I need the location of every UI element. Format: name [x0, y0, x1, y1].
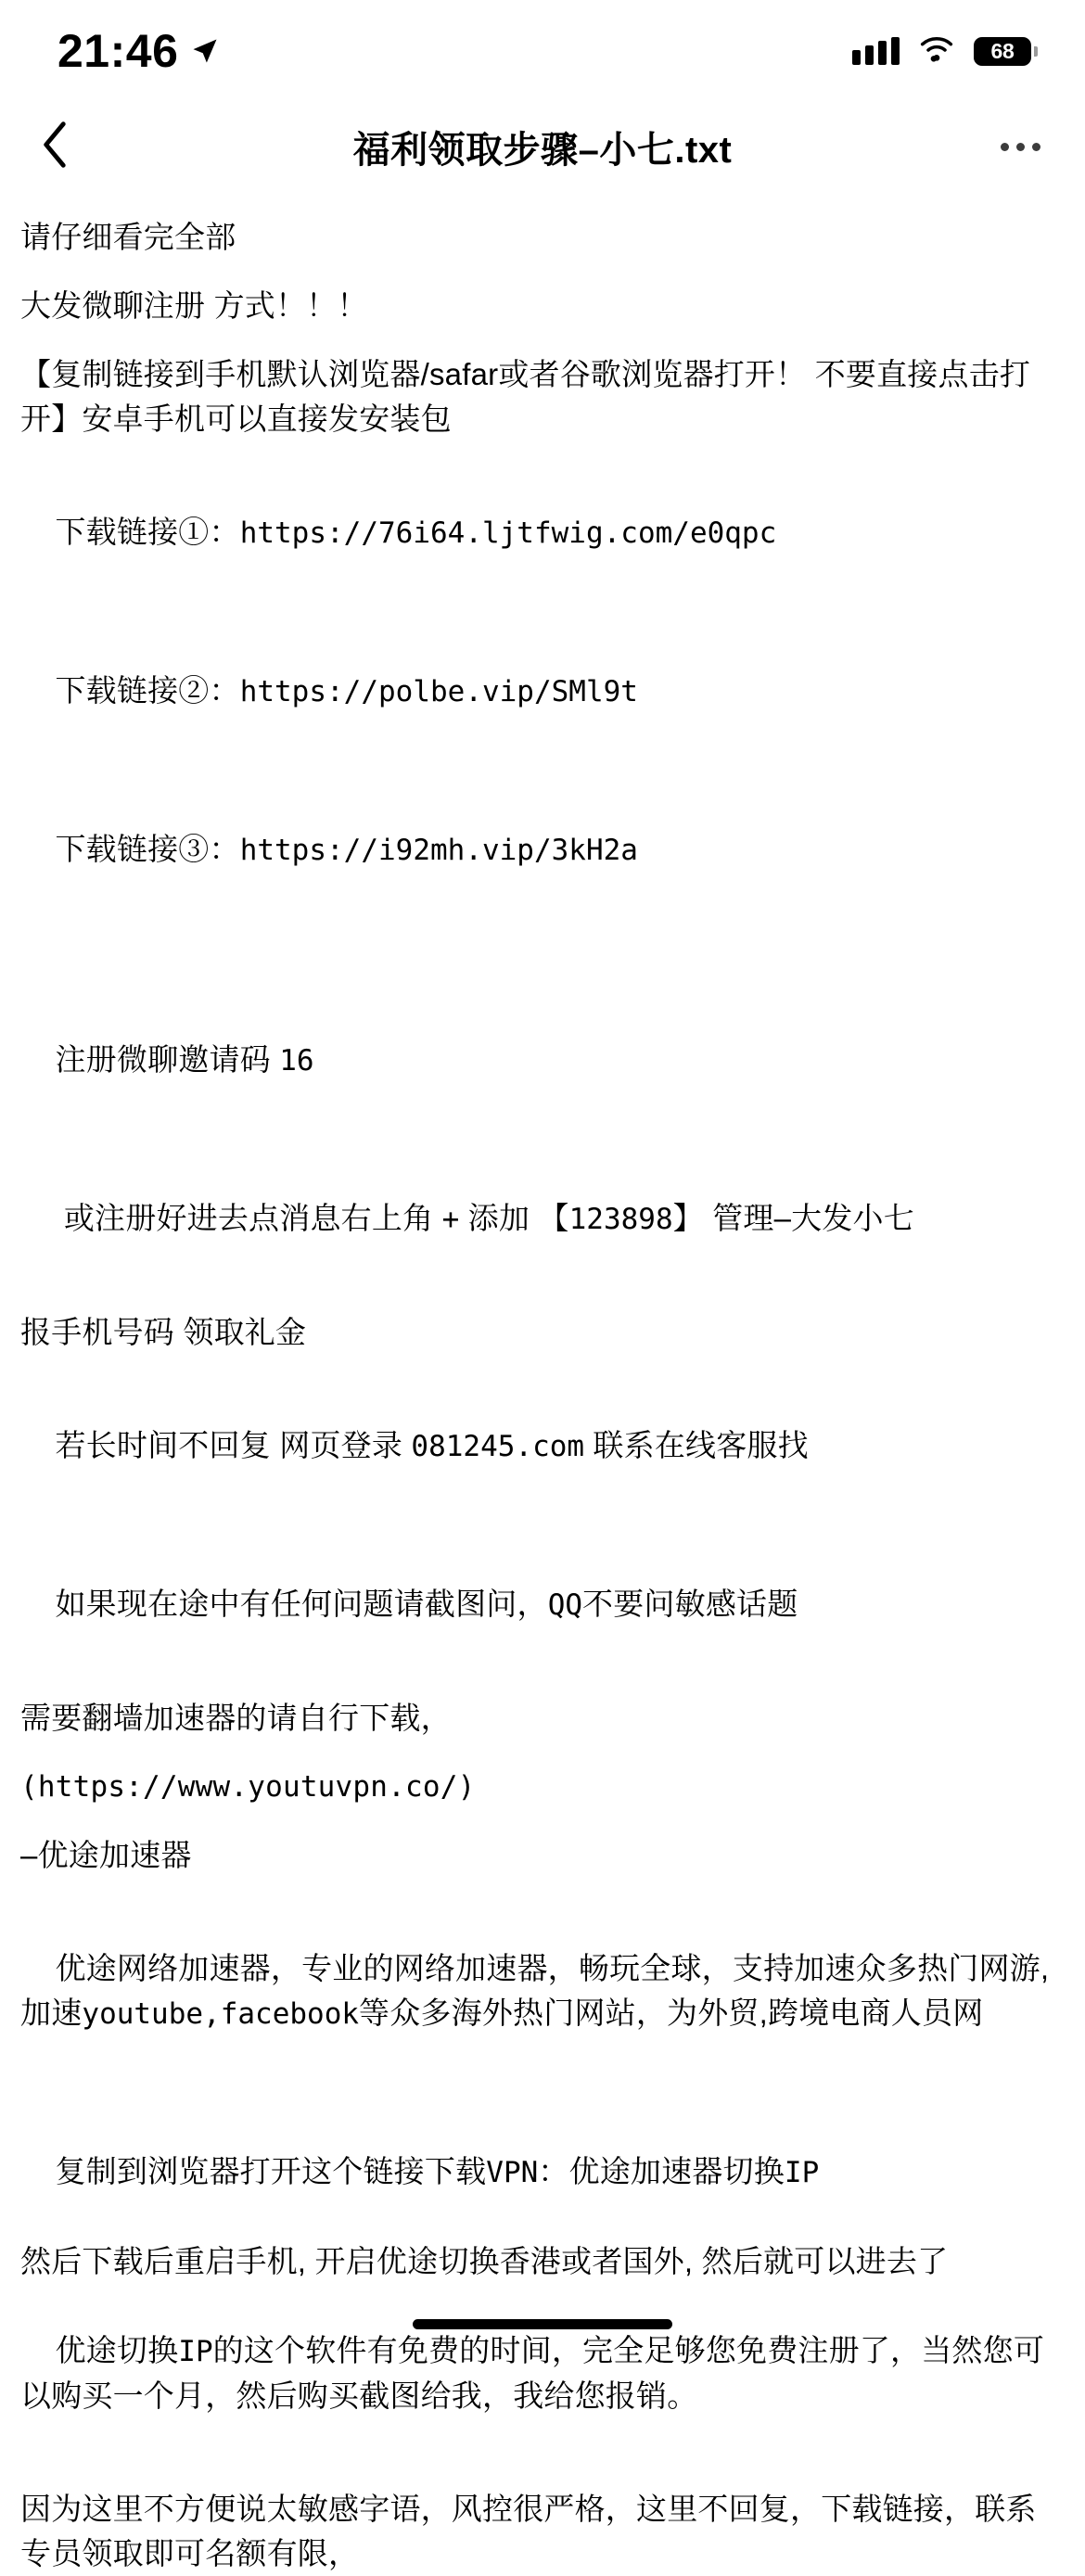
support-website[interactable]: 081245.com	[411, 1430, 585, 1463]
download-link-1-url[interactable]: https://76i64.ljtfwig.com/e0qpc	[239, 516, 777, 550]
vpn-download-line	[20, 2105, 1065, 2239]
support-text-a: 若长时间不回复 网页登录	[55, 1428, 412, 1462]
screenshot-note-a: 如果现在途中有任何问题请截图问，	[55, 1587, 548, 1621]
doc-line: 【复制链接到手机默认浏览器/safar或者谷歌浏览器打开！ 不要直接点击打开】安卓手机可以直接发安装包	[20, 357, 1031, 436]
vpn-desc-a: 优途网络加速器，专业的网络加速器，畅玩全球，支持加速众多热门网游,加速	[20, 1951, 1050, 2030]
status-bar	[0, 0, 1085, 102]
add-contact-text-a: 或注册好进去点消息右上角	[55, 1201, 442, 1235]
invite-code-line	[20, 993, 1065, 1128]
download-link-3-label: 下载链接③：	[55, 832, 240, 866]
doc-line: 报手机号码 领取礼金	[20, 1315, 307, 1349]
wifi-icon	[918, 35, 955, 68]
add-contact-text-b: 添加 【	[459, 1201, 569, 1235]
plus-symbol: +	[441, 1203, 460, 1236]
battery-indicator	[974, 37, 1031, 66]
back-button[interactable]	[41, 119, 96, 174]
qq-label: QQ	[547, 1588, 583, 1622]
download-link-2-label: 下载链接②：	[55, 673, 240, 708]
battery-level: 68	[990, 38, 1015, 63]
closing-note-line: 因为这里不方便说太敏感字语，风控很严格，这里不回复，下载链接，联系专员领取即可名额有限，	[20, 2492, 1037, 2570]
vpn-download-a: 复制到浏览器打开这个链接下载	[55, 2154, 487, 2188]
doc-line: 需要翻墙加速器的请自行下载，	[20, 1701, 452, 1735]
download-link-3	[20, 783, 1065, 917]
download-link-2	[20, 624, 1065, 759]
vpn-description	[20, 1902, 1065, 2081]
status-time: 21:46	[57, 25, 179, 77]
vpn-name-line: –优途加速器	[20, 1838, 192, 1872]
vpn-trial-a: 优途切换	[55, 2333, 179, 2367]
vpn-keyword: VPN	[486, 2156, 539, 2189]
vpn-desc-sites: youtube,facebook	[82, 1997, 360, 2031]
contact-code-value: 123898	[568, 1203, 673, 1236]
add-contact-line	[20, 1152, 1065, 1286]
download-link-1	[20, 465, 1065, 600]
spacer	[20, 941, 1065, 993]
support-line	[20, 1379, 1065, 1513]
chevron-left-icon	[41, 121, 69, 173]
vpn-download-b: ：优途加速器切换	[538, 2154, 785, 2188]
document-body	[0, 191, 1085, 2576]
download-link-2-url[interactable]: https://polbe.vip/SMl9t	[239, 675, 638, 708]
ip-keyword: IP	[784, 2156, 820, 2189]
screenshot-note-line	[20, 1537, 1065, 1672]
invite-code-value: 16	[279, 1044, 314, 1078]
status-bar-right	[852, 35, 1031, 68]
page-title: 福利领取步骤–小七.txt	[352, 129, 733, 171]
add-contact-text-c: 】 管理–大发小七	[672, 1201, 914, 1235]
more-options-button[interactable]	[1001, 143, 1040, 151]
vpn-url-line[interactable]: (https://www.youtuvpn.co/)	[20, 1770, 476, 1804]
home-indicator[interactable]	[413, 2319, 672, 2329]
download-link-3-url[interactable]: https://i92mh.vip/3kH2a	[239, 834, 638, 867]
location-arrow-icon	[191, 37, 219, 65]
doc-line: 大发微聊注册 方式！！！	[20, 288, 368, 323]
cellular-signal-icon	[852, 37, 900, 65]
download-link-1-label: 下载链接①：	[55, 515, 240, 549]
vpn-trial-line	[20, 2284, 1065, 2463]
vpn-trial-b: 的这个软件有免费的时间，完全足够您免费注册了，当然您可以购买一个月，然后购买截图给我，我给您报销。	[20, 2333, 1045, 2413]
invite-code-label: 注册微聊邀请码	[55, 1042, 280, 1077]
screenshot-note-b: 不要问敏感话题	[582, 1587, 798, 1621]
support-text-b: 联系在线客服找	[584, 1428, 809, 1462]
vpn-restart-line: 然后下载后重启手机, 开启优途切换香港或者国外, 然后就可以进去了	[20, 2244, 949, 2278]
doc-line: 请仔细看完全部	[20, 220, 236, 254]
navigation-bar	[0, 102, 1085, 191]
ip-keyword: IP	[178, 2335, 213, 2368]
status-bar-left	[57, 24, 219, 78]
vpn-desc-b: 等众多海外热门网站，为外贸,跨境电商人员网	[359, 1996, 984, 2030]
